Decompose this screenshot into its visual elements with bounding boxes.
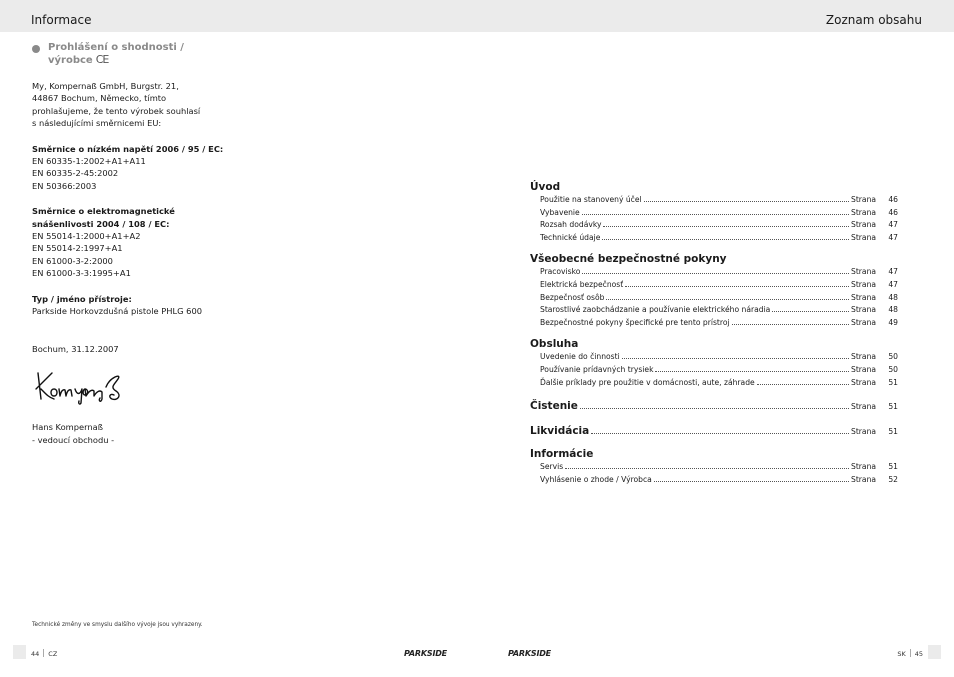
page-marker-right (928, 645, 941, 659)
place-date: Bochum, 31.12.2007 (32, 343, 119, 354)
toc-section-bezpecnost (530, 252, 898, 329)
emc-title-line2: snášenlivosti 2004 / 108 / EC: (32, 218, 170, 229)
declaration-column (32, 42, 292, 446)
toc-entry[interactable]: Servis Strana 51 (540, 462, 898, 472)
ce-mark-icon: CE (95, 52, 109, 66)
toc-section-title: Obsluha (530, 338, 579, 351)
page-number-left: 44 CZ (31, 650, 58, 658)
emc-section (32, 205, 292, 279)
declaration-title-line1: Prohlášení o shodnosti / (48, 42, 184, 53)
toc-entry-cistenie[interactable]: Čistenie Strana 51 (530, 397, 898, 415)
toc-entry[interactable]: Používanie prídavných trysiek Strana 50 (540, 364, 898, 374)
toc-entry[interactable]: Použitie na stanovený účel Strana 46 (540, 195, 898, 204)
standard-line: EN 50366:2003 (32, 180, 97, 191)
toc-entry[interactable]: Vybavenie Strana 46 (540, 207, 898, 217)
device-type-value: Parkside Horkovzdušná pistole PHLG 600 (32, 306, 203, 317)
page-number-right: SK 45 (897, 650, 923, 658)
toc-entry-likvidacia[interactable]: Likvidácia Strana 51 (530, 422, 898, 440)
signer-block (32, 421, 292, 446)
toc-entry[interactable]: Uvedenie do činnosti Strana 50 (540, 352, 898, 362)
toc-section-informacie (530, 447, 898, 486)
standard-line: EN 60335-1:2002+A1+A11 (32, 156, 146, 167)
brand-logo-left: PARKSIDE (404, 649, 447, 658)
table-of-contents (530, 180, 898, 494)
footnote: Technické změny ve smyslu dalšího vývoje jsou vyhrazeny. (32, 622, 203, 628)
page-marker-left (13, 645, 26, 659)
toc-entry[interactable]: Rozsah dodávky Strana 47 (540, 220, 898, 230)
toc-entry[interactable]: Elektrická bezpečnosť Strana 47 (540, 279, 898, 289)
device-type-title: Typ / jméno přístroje: (32, 293, 132, 304)
standard-line: EN 61000-3-2:2000 (32, 255, 113, 266)
header-title-left: Informace (31, 13, 92, 27)
emc-title-line1: Směrnice o elektromagnetické (32, 206, 175, 217)
low-voltage-title: Směrnice o nízkém napětí 2006 / 95 / EC: (32, 143, 224, 154)
toc-entry[interactable]: Starostlivé zaobchádzanie a používanie elektrického náradia Strana 48 (540, 305, 898, 315)
standard-line: EN 60335-2-45:2002 (32, 168, 119, 179)
header-title-right: Zoznam obsahu (825, 13, 922, 27)
toc-entry[interactable]: Bezpečnostné pokyny špecifické pre tento prístroj Strana 49 (540, 317, 898, 327)
brand-logo-right: PARKSIDE (508, 649, 551, 658)
signature-image (32, 365, 132, 405)
toc-entry[interactable]: Bezpečnosť osôb Strana 48 (540, 292, 898, 302)
toc-section-title: Úvod (530, 181, 561, 193)
intro-line: prohlašujeme, že tento výrobek souhlasí (32, 105, 201, 116)
signer-name: Hans Kompernaß (32, 422, 103, 433)
bullet-icon (32, 45, 40, 53)
declaration-title-line2: výrobce (48, 54, 93, 66)
toc-section-title: Informácie (530, 448, 594, 461)
toc-entry[interactable]: Pracovisko Strana 47 (540, 267, 898, 277)
device-type-section (32, 293, 292, 318)
standard-line: EN 55014-1:2000+A1+A2 (32, 231, 141, 242)
low-voltage-section (32, 143, 292, 193)
declaration-intro (32, 80, 292, 130)
standard-line: EN 55014-2:1997+A1 (32, 243, 123, 254)
header-bar-right (477, 0, 954, 32)
standard-line: EN 61000-3-3:1995+A1 (32, 268, 131, 279)
intro-line: 44867 Bochum, Německo, tímto (32, 93, 167, 104)
toc-entry[interactable]: Vyhlásenie o zhode / Výrobca Strana 52 (540, 474, 898, 484)
toc-entry[interactable]: Ďalšie príklady pre použitie v domácnosti, aute, záhrade Strana 51 (540, 377, 898, 387)
toc-section-uvod (530, 180, 898, 244)
intro-line: s následujícími směrnicemi EU: (32, 118, 162, 129)
declaration-heading (32, 42, 292, 66)
toc-entry[interactable]: Technické údaje Strana 47 (540, 232, 898, 242)
toc-section-obsluha (530, 337, 898, 389)
signer-role: - vedoucí obchodu - (32, 434, 115, 445)
intro-line: My, Kompernaß GmbH, Burgstr. 21, (32, 81, 179, 91)
toc-section-title: Všeobecné bezpečnostné pokyny (530, 253, 727, 266)
header-bar-left (0, 0, 477, 32)
